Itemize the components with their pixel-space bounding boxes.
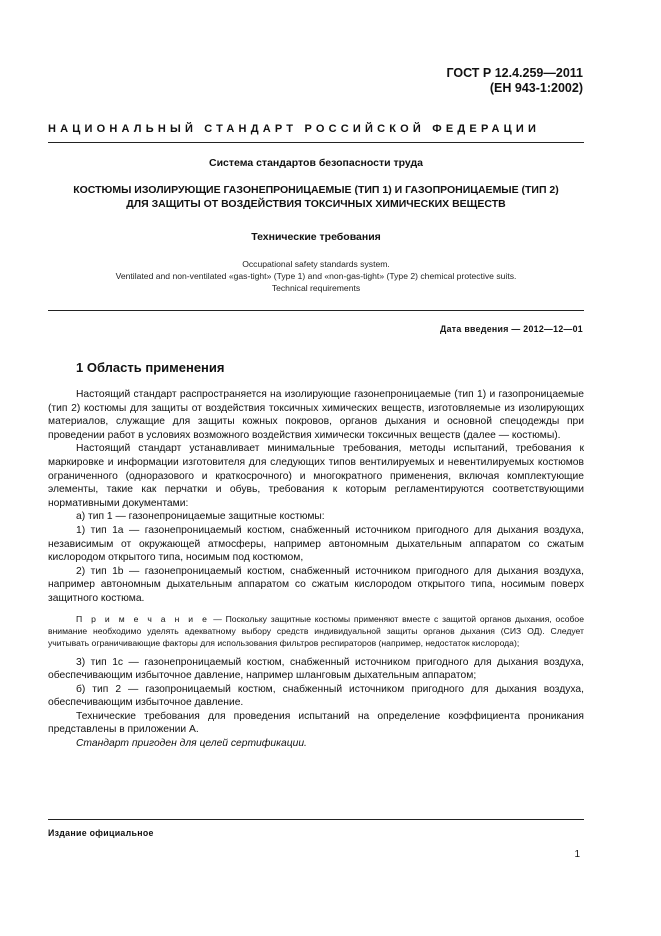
list-item: 2) тип 1b — газонепроницаемый костюм, снабженный источником пригодного для дыхания воздуха, например автономным дыхательным аппаратом со сжатым кислородом открытого типа, носимым поверх защитного костюма. bbox=[48, 565, 584, 604]
system-title: Система стандартов безопасности труда bbox=[208, 157, 424, 169]
main-title-line: КОСТЮМЫ ИЗОЛИРУЮЩИЕ ГАЗОНЕПРОНИЦАЕМЫЕ (ТИП 1) И ГАЗОПРОНИЦАЕМЫЕ (ТИП 2) bbox=[73, 184, 559, 196]
document-code bbox=[446, 66, 583, 96]
section-heading: 1 Область применения bbox=[76, 360, 225, 375]
subtitle-technical-requirements: Технические требования bbox=[251, 231, 381, 243]
national-standard-banner: НАЦИОНАЛЬНЫЙ СТАНДАРТ РОССИЙСКОЙ ФЕДЕРАЦИИ bbox=[48, 123, 541, 135]
title-rule bbox=[48, 310, 584, 311]
english-title-line: Occupational safety standards system. bbox=[242, 259, 390, 269]
header-rule bbox=[48, 142, 584, 143]
paragraph: Настоящий стандарт устанавливает минимальные требования, методы испытаний, требования к маркировке и информации изготовителя для следующих типов вентилируемых и невентилируемых костюмов ограниченного (одноразового и краткосрочного) и многократного применения, включая комплектующие элементы, такие как перчатки и обувь, требования к которым регламентируются соответствующими нормативными документами: bbox=[48, 443, 584, 509]
note bbox=[48, 613, 584, 649]
certification-note: Стандарт пригоден для целей сертификации. bbox=[76, 738, 307, 750]
body-text bbox=[48, 388, 584, 751]
english-title-line: Ventilated and non-ventilated «gas-tight» (Type 1) and «non-gas-tight» (Type 2) chemical protective suits. bbox=[115, 271, 517, 281]
english-title bbox=[48, 258, 584, 294]
introduction-date: Дата введения — 2012—12—01 bbox=[440, 324, 583, 334]
main-title-line: ДЛЯ ЗАЩИТЫ ОТ ВОЗДЕЙСТВИЯ ТОКСИЧНЫХ ХИМИЧЕСКИХ ВЕЩЕСТВ bbox=[126, 198, 506, 210]
main-title bbox=[48, 183, 584, 211]
paragraph: Настоящий стандарт распространяется на изолирующие газонепроницаемые (тип 1) и газопроницаемые (тип 2) костюмы для защиты от воздействия токсичных химических веществ, изготовляемые из изолирующих материалов, служащие для защиты кожных покровов, органов дыхания и основной спецодежды при проведении работ в условиях возможного воздействия химически токсичных веществ (далее — костюмы). bbox=[48, 389, 584, 441]
page-number: 1 bbox=[574, 849, 580, 860]
note-text: — Поскольку защитные костюмы применяют вместе с защитой органов дыхания, особое внимание необходимо уделять адекватному выбору средств индивидуальной защиты органов дыхания (СИЗ ОД). Следует учитывать ограничивающие факторы для использования фильтров респираторов (например, недостаток кислорода); bbox=[48, 613, 584, 648]
list-item: а) тип 1 — газонепроницаемые защитные костюмы: bbox=[76, 511, 325, 523]
footer-rule bbox=[48, 819, 584, 820]
paragraph: Технические требования для проведения испытаний на определение коэффициента проникания представлены в приложении А. bbox=[48, 710, 584, 736]
list-item: 3) тип 1с — газонепроницаемый костюм, снабженный источником пригодного для дыхания воздуха, обеспечивающим избыточное давление, например шланговым дыхательным аппаратом; bbox=[48, 656, 584, 682]
english-title-line: Technical requirements bbox=[271, 283, 361, 293]
note-label: П р и м е ч а н и е bbox=[76, 613, 210, 624]
list-item: б) тип 2 — газопроницаемый костюм, снабженный источником пригодного для дыхания воздуха, обеспечивающим избыточное давление. bbox=[48, 683, 584, 709]
gost-number: ГОСТ Р 12.4.259—2011 bbox=[446, 66, 583, 80]
list-item: 1) тип 1а — газонепроницаемый костюм, снабженный источником пригодного для дыхания воздуха, независимым от окружающей атмосферы, например автономным дыхательным аппаратом со сжатым кислородом открытого типа, носимым под костюмом, bbox=[48, 524, 584, 564]
edition-label: Издание официальное bbox=[48, 828, 154, 838]
en-number: (ЕН 943-1:2002) bbox=[489, 81, 583, 95]
